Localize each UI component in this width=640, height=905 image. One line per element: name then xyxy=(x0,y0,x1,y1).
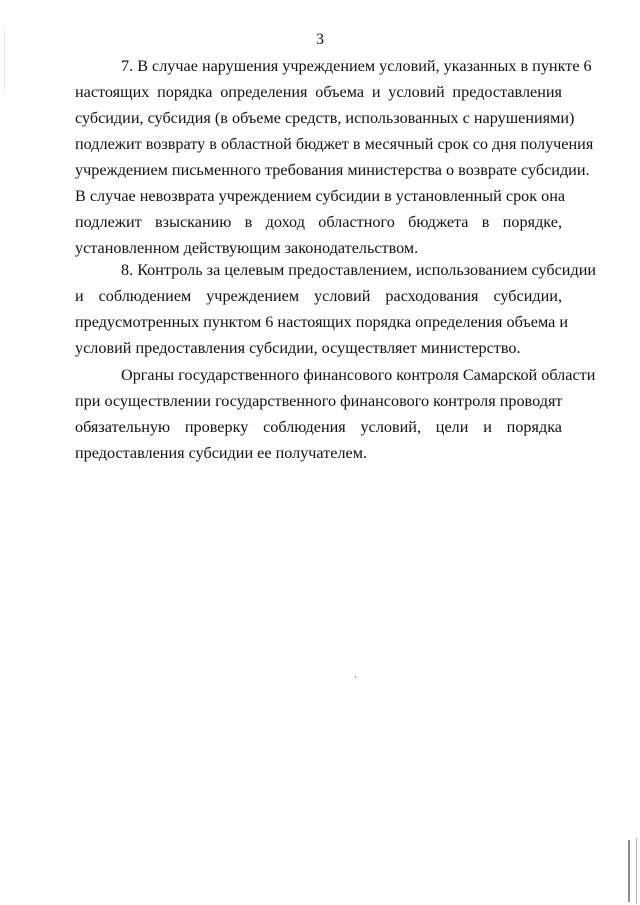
paragraph-line: Органы государственного финансового контроля Самарской области xyxy=(121,366,596,384)
paragraph-line: субсидии, субсидия (в объеме средств, использованных с нарушениями) xyxy=(75,109,575,127)
paragraph-line: подлежит взысканию в доход областного бюджета в порядке, xyxy=(75,213,562,231)
paragraph-line: предоставления субсидии ее получателем. xyxy=(75,444,368,462)
paragraph-line: 7. В случае нарушения учреждением условий, указанных в пункте 6 xyxy=(121,57,592,75)
scan-artifact-dot xyxy=(355,676,356,678)
paragraph-line: 8. Контроль за целевым предоставлением, использованием субсидии xyxy=(121,261,597,279)
paragraph-financial-control-bodies xyxy=(75,362,596,466)
scan-artifact-edge xyxy=(4,30,5,90)
paragraph-line: учреждением письменного требования министерства о возврате субсидии. xyxy=(75,161,590,179)
paragraph-line: предусмотренных пунктом 6 настоящих порядка определения объема и xyxy=(75,313,569,331)
paragraph-line: установленном действующим законодательством. xyxy=(75,239,419,257)
paragraph-line: обязательную проверку соблюдения условий, цели и порядка xyxy=(75,418,562,436)
paragraph-line: В случае невозврата учреждением субсидии в установленный срок она xyxy=(75,187,566,205)
paragraph-line: настоящих порядка определения объема и условий предоставления xyxy=(75,83,562,101)
paragraph-line: подлежит возврату в областной бюджет в месячный срок со дня получения xyxy=(75,135,594,153)
scan-artifact-edge xyxy=(636,838,637,904)
paragraph-line: и соблюдением учреждением условий расходования субсидии, xyxy=(75,287,562,305)
scan-artifact-edge xyxy=(628,840,630,902)
paragraph-7-subsidy-return xyxy=(75,53,594,261)
paragraph-8-control xyxy=(75,257,597,361)
paragraph-line: условий предоставления субсидии, осуществляет министерство. xyxy=(75,339,521,357)
page-number: 3 xyxy=(316,31,324,48)
paragraph-line: при осуществлении государственного финансового контроля проводят xyxy=(75,392,563,410)
